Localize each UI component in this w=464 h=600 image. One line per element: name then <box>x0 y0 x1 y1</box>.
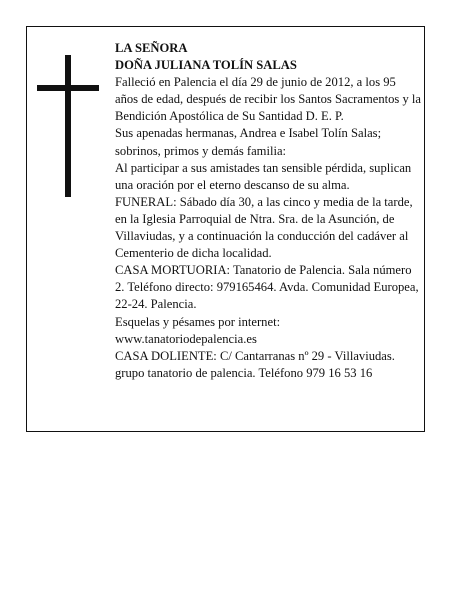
obituary-notice <box>26 26 425 432</box>
cross-icon <box>37 55 99 197</box>
deceased-name: DOÑA JULIANA TOLÍN SALAS <box>115 58 297 73</box>
notice-text <box>115 40 421 382</box>
notice-heading-title: LA SEÑORA <box>115 41 188 55</box>
cross-horizontal-bar <box>37 85 99 91</box>
funeral-paragraph: FUNERAL: Sábado día 30, a las cinco y media de la tarde, en la Iglesia Parroquial de Ntra. Sra. de la Asunción, de Villaviudas, y a continuación la conducción del cadáver al Cementerio de dicha localidad. <box>115 194 413 261</box>
internet-condolences-paragraph: Esquelas y pésames por internet: www.tanatoriodepalencia.es <box>115 314 281 346</box>
cross-vertical-bar <box>65 55 71 197</box>
family-paragraph: Sus apenadas hermanas, Andrea e Isabel Tolín Salas; sobrinos, primos y demás familia: <box>115 126 382 158</box>
funeral-home-paragraph: CASA MORTUORIA: Tanatorio de Palencia. Sala número 2. Teléfono directo: 979165464. Avda. Comunidad Europea, 22-24. Palencia. <box>115 263 419 312</box>
prayer-request-paragraph: Al participar a sus amistades tan sensible pérdida, suplican una oración por el eterno descanso de su alma. <box>115 160 412 192</box>
funeral-group-line: grupo tanatorio de palencia. Teléfono 979 16 53 16 <box>115 365 373 380</box>
death-announcement-paragraph: Falleció en Palencia el día 29 de junio de 2012, a los 95 años de edad, después de recibir los Santos Sacramentos y la Bendición Apostólica de Su Santidad D. E. P. <box>115 75 422 124</box>
family-home-line: CASA DOLIENTE: C/ Cantarranas nº 29 - Villaviudas. <box>115 348 395 363</box>
